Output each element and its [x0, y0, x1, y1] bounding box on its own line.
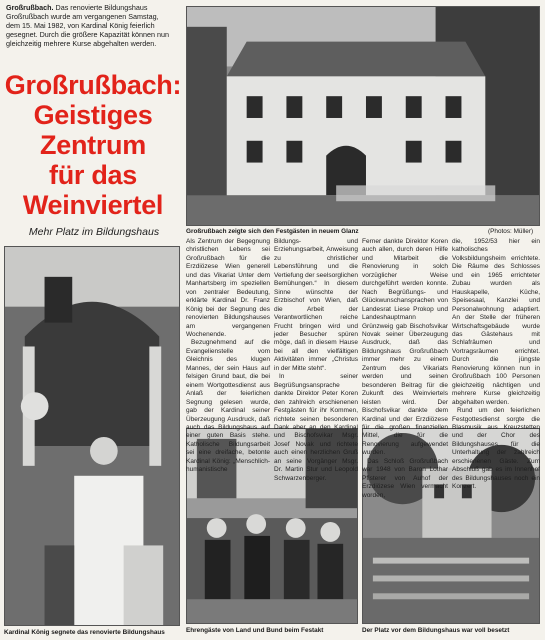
column-2-paragraph-1: Bildungs- und Erziehungsarbeit, Anweisung zu christlicher Lebensführung und die Vertiefung der seelsorglichen Bemühungen.“ In diesem Sinne wünschte der Erzbischof von Wien, daß die Arbeit der Verantwortlichen reiche Frucht bringen wird und jeder Besucher spüren möge, daß in diesem Hause bei all den vielfältigen Aktivitäten immer „Christus in der Mitte steht“.: [274, 238, 358, 372]
column-2-paragraph-2: In seiner Begrüßungsansprache dankte Direktor Peter Koren den zahlreich erschienenen Festgästen für ihr Kommen, richtete seinen besonderen Dank aber an den Kardinal und Bischofsvikar Msgr. Josef Novak und richtete auch einen herzlichen Gruß an seine Vorgänger Msgr. Dr. Martin Stur und Leopold Schwarzenberger.: [274, 373, 358, 482]
column-4-paragraph-1: die, 1952/53 hier ein katholisches Volksbildungsheim errichtete. Die Räume des Schlosses und ein 1965 errichteter Zubau wurden als Hauskapelle, Küche, Speisesaal, Kanzlei und Personalwohnung adaptiert. An der Stelle der früheren Wirtschaftsgebäude wurde das Gästehaus mit Schlafräumen und Vortragsräumen errichtet. Durch die jüngste Renovierung können nun in Großrußbach 100 Personen gleichzeitig nächtigen und mehrere Kurse gleichzeitig abgehalten werden.: [452, 238, 540, 406]
guests-photo-caption: Ehrengäste von Land und Bund beim Festakt: [186, 627, 324, 634]
article-column-3: [362, 238, 448, 499]
column-4-paragraph-2: Rund um den feierlichen Festgottesdienst sorgte die Blasmusik aus Kreuzstetten und der Chor des Bildungshauses für die Unterhaltung der zahlreich erschienenen Gäste. Zum Abschluß gab es im Innenhof des Bildungshauses noch ein Konzert.: [452, 407, 540, 491]
lead-text: Das renovierte Bildungshaus Großrußbach wurde am vergangenen Samstag, dem 15. Mai 1982, von Kardinal König feierlich gesegnet. Durch die größere Kapazität können nun gleichzeitig mehrere Kurse abgehalten werden.: [6, 3, 170, 48]
article-column-2: [274, 238, 358, 482]
cardinal-photo-caption: Kardinal König segnete das renovierte Bildungshaus: [4, 629, 165, 636]
headline-line-5: Weinviertel: [22, 190, 164, 220]
lead-dateline: Großrußbach.: [6, 3, 54, 12]
column-3-paragraph-1: Ferner dankte Direktor Koren auch allen, durch deren Hilfe und Mitarbeit die Renovierung in solch vorzüglicher Weise durchgeführt werden konnte. Nach Begrüßungs- und Glückwunschansprachen von Landesrat Liese Prokop und Landeshauptmann Grünzweig gab Bischofsvikar Novak seiner Überzeugung Ausdruck, daß das Bildungshaus Großrußbach immer mehr zu einem Zentrum des Vikariats werden und seinen besonderen Beitrag für die Zukunft des Weinviertels leisten wird. Der Bischofsvikar dankte dem Kardinal und der Erzdiözese für die großen finanziellen Mittel, die für die Renovierung aufgewendet wurden.: [362, 238, 448, 457]
article-column-1: [186, 238, 270, 474]
castle-photo: [186, 6, 540, 226]
photo-credit: (Photos: Müller): [488, 228, 534, 235]
castle-caption-text: Großrußbach zeigte sich den Festgästen in neuem Glanz: [186, 228, 359, 235]
headline-line-2: Geistiges: [33, 100, 153, 130]
subheadline: Mehr Platz im Bildungshaus: [28, 226, 160, 238]
courtyard-photo-caption: Der Platz vor dem Bildungshaus war voll besetzt: [362, 627, 510, 634]
headline-line-4: für das: [49, 160, 137, 190]
lead-paragraph: [6, 4, 174, 49]
headline-line-1: Großrußbach:: [4, 70, 182, 100]
castle-photo-caption: [186, 228, 359, 236]
article-column-4: [452, 238, 540, 491]
column-1-paragraph-2: Bezugnehmend auf die Evangelienstelle vom Gleichnis des klugen Mannes, der sein Haus auf felsigen Grund baut, die bei einem Wortgottesdienst aus Anlaß der feierlichen Segnung gelesen wurde, gab der Kardinal seiner Überzeugung Ausdruck, daß auch das Bildungshaus auf einer guten Basis stehe. Katholische Bildungsarbeit sei eine dreifache, betonte Kardinal König: „Menschlich-humanistische: [186, 339, 270, 474]
cardinal-photo: [4, 246, 180, 626]
headline-line-3: Zentrum: [40, 130, 146, 160]
headline: [4, 70, 182, 220]
column-1-paragraph-1: Als Zentrum der Begegnung christlichen Lebens sei Großrußbach für die Erzdiözese Wien generell und das Vikariat Unter dem Manhartsberg im speziellen von zentraler Bedeutung, erklärte Kardinal Dr. Franz König bei der Segnung des renovierten Bildungshauses am vergangenen Wochenende.: [186, 238, 270, 338]
column-3-paragraph-2: Das Schloß Großrußbach war 1948 von Baron Lothar Pfisterer von Auhof der Erzdiözese Wien vermacht worden,: [362, 457, 448, 499]
